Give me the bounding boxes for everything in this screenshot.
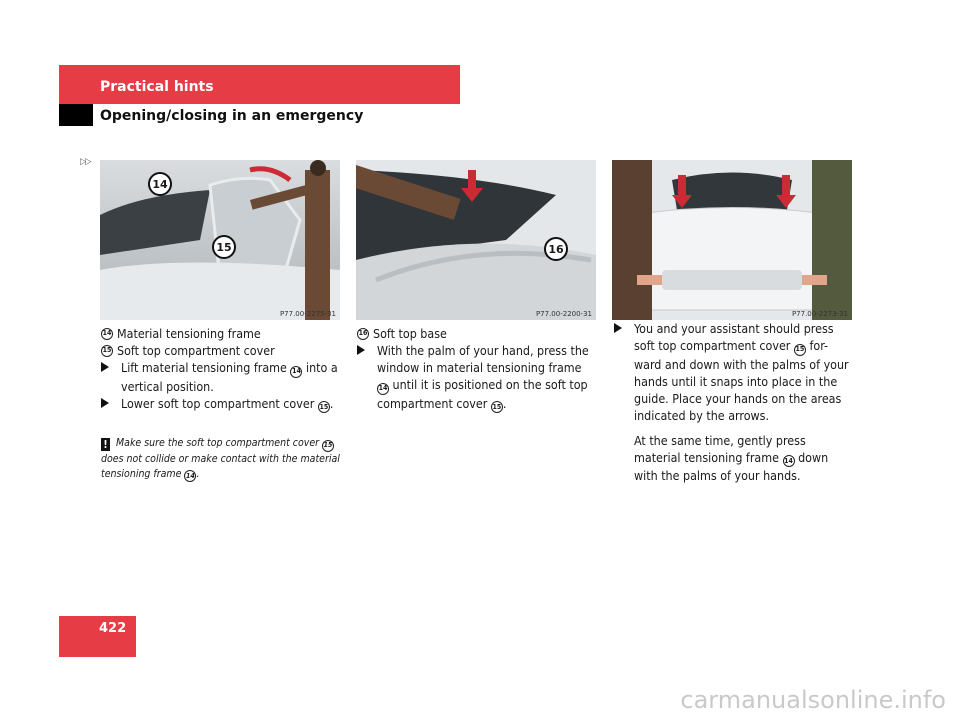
legend-15 (101, 342, 346, 359)
num-badge: 14 (377, 383, 389, 395)
callout-15: 15 (212, 235, 236, 259)
legend-text: Soft top base (373, 326, 447, 341)
callout-16: 16 (544, 237, 568, 261)
step-text: With the palm of your hand, press the window in material tensioning frame (377, 343, 589, 375)
step-text: You and your assistant should press soft top compartment cover (634, 321, 834, 353)
step-press-window (357, 342, 597, 413)
figure-code: P77.00-2273-31 (791, 310, 848, 318)
step-text: . (329, 395, 334, 411)
num-badge: 14 (184, 470, 196, 482)
step-text: Lift material tensioning frame (121, 360, 287, 375)
num-badge: 14 (101, 328, 113, 340)
note-text: Make sure the soft top compartment cover (116, 437, 320, 449)
num-badge: 15 (101, 345, 113, 357)
legend-16 (357, 325, 597, 342)
paragraph-press-frame (614, 432, 854, 485)
step-text: into a vertical position. (121, 360, 338, 394)
legend-14 (101, 325, 346, 342)
step-lower-cover (101, 395, 346, 414)
num-badge: 16 (357, 328, 369, 340)
num-badge: 15 (491, 401, 503, 413)
step-text: Lower soft top compartment cover (121, 395, 315, 411)
para-text: down with the palms of your hands. (634, 449, 829, 483)
warning-note (101, 436, 346, 482)
figure-code: P77.00-2275-31 (279, 310, 336, 318)
watermark: carmanualsonline.info (680, 686, 946, 714)
warning-icon: ! (101, 438, 110, 451)
step-text: . (502, 395, 507, 411)
note-text: does not collide or make contact with the material tensioning frame (101, 452, 340, 480)
callout-14: 14 (148, 172, 172, 196)
page-number: 422 (99, 621, 127, 636)
step-press-cover (614, 320, 854, 424)
para-text: At the same time, gently press material tensioning frame (634, 432, 806, 465)
num-badge: 15 (322, 440, 334, 452)
figure-3-image (612, 160, 852, 320)
column-1 (101, 325, 346, 413)
figure-2-image (356, 160, 596, 320)
step-arrow-icon (614, 323, 622, 333)
section-title: Practical hints (100, 79, 214, 95)
num-badge: 15 (794, 344, 806, 356)
legend-text: Material tensioning frame (117, 326, 261, 341)
num-badge: 14 (783, 455, 795, 467)
step-lift-frame (101, 359, 346, 395)
column-3 (614, 320, 854, 484)
step-arrow-icon (357, 345, 365, 355)
step-text: until it is positioned on the soft top compartment cover (377, 377, 588, 411)
column-2 (357, 325, 597, 413)
figure-code: P77.00-2200-31 (535, 310, 592, 318)
continued-mark: ▷▷ (80, 157, 91, 167)
step-arrow-icon (101, 362, 109, 372)
num-badge: 15 (318, 401, 330, 413)
header-black-tab (59, 104, 93, 126)
figure-1-image (100, 160, 340, 320)
legend-text: Soft top compartment cover (117, 343, 275, 358)
note-text: . (196, 467, 200, 480)
subsection-title: Opening/closing in an emergency (100, 108, 364, 124)
step-text: for-ward and down with the palms of your hands until it snaps into place in the guide. Place your hands on the areas indicated by the arrows. (634, 338, 849, 423)
num-badge: 14 (290, 366, 302, 378)
step-arrow-icon (101, 398, 109, 408)
